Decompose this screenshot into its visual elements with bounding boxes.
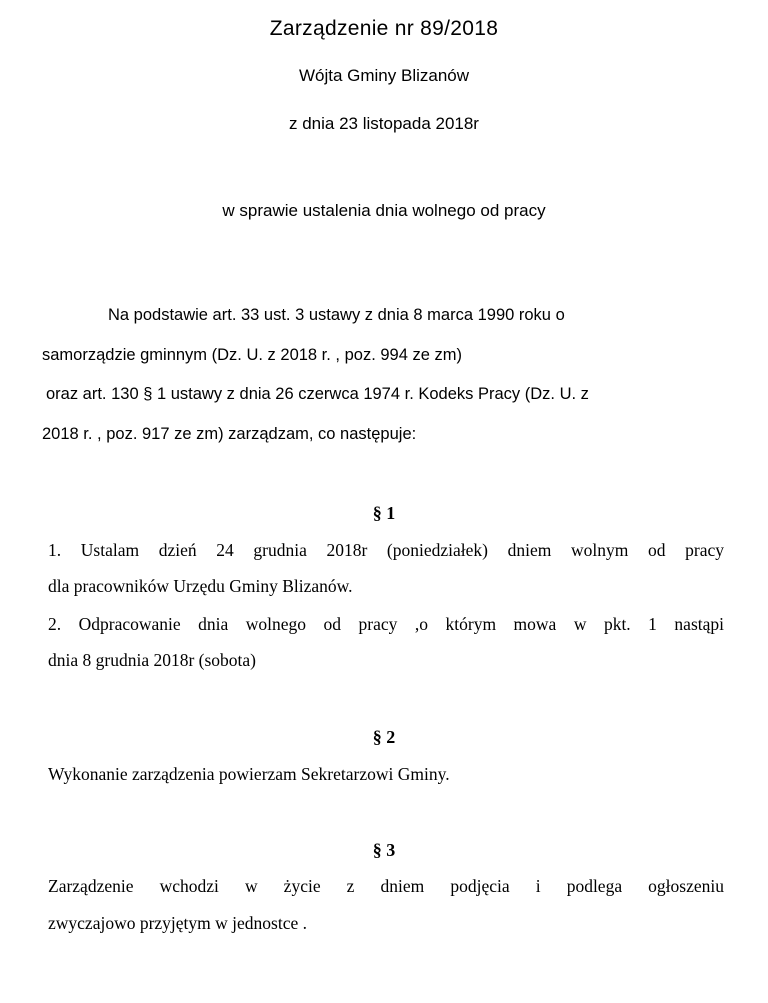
legal-basis-line-1: Na podstawie art. 33 ust. 3 ustawy z dnia 8 marca 1990 roku o	[108, 306, 565, 324]
section-1-heading: § 1	[372, 503, 396, 523]
document-date: z dnia 23 listopada 2018r	[289, 114, 479, 133]
document-issuer: Wójta Gminy Blizanów	[298, 66, 470, 85]
section-2-line-1: Wykonanie zarządzenia powierzam Sekretarzowi Gminy.	[48, 764, 450, 784]
legal-basis-line-4: 2018 r. , poz. 917 ze zm) zarządzam, co następuje:	[42, 425, 417, 443]
legal-basis-line-2: samorządzie gminnym (Dz. U. z 2018 r. , poz. 994 ze zm)	[42, 346, 462, 364]
section-1-line-2: dla pracowników Urzędu Gminy Blizanów.	[48, 576, 353, 596]
document-title: Zarządzenie nr 89/2018	[269, 17, 499, 40]
document-subject: w sprawie ustalenia dnia wolnego od pracy	[222, 201, 546, 220]
section-1-line-1: 1. Ustalam dzień 24 grudnia 2018r (poniedziałek) dniem wolnym od pracy	[48, 540, 724, 560]
section-2-heading: § 2	[372, 727, 396, 747]
section-1-line-3: 2. Odpracowanie dnia wolnego od pracy ,o którym mowa w pkt. 1 nastąpi	[48, 614, 724, 634]
section-3-line-2: zwyczajowo przyjętym w jednostce .	[48, 913, 308, 933]
section-3-heading: § 3	[372, 840, 396, 860]
legal-basis-line-3: oraz art. 130 § 1 ustawy z dnia 26 czerwca 1974 r. Kodeks Pracy (Dz. U. z	[46, 385, 589, 403]
section-3-line-1: Zarządzenie wchodzi w życie z dniem podjęcia i podlega ogłoszeniu	[48, 876, 724, 896]
section-1-line-4: dnia 8 grudnia 2018r (sobota)	[48, 650, 257, 670]
